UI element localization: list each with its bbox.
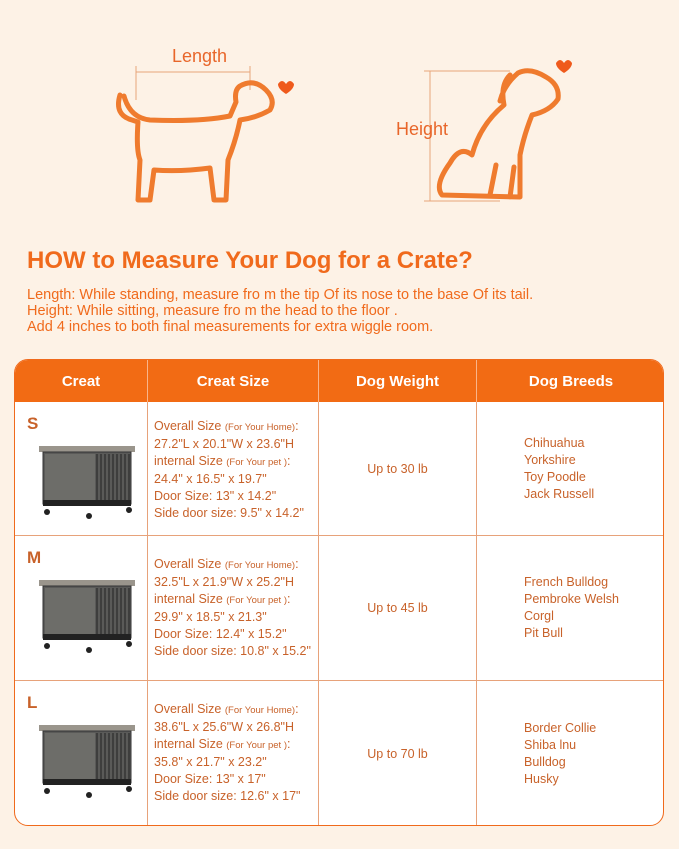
overall-size-value: 27.2"L x 20.1"W x 23.6"H <box>154 437 295 451</box>
dog-breeds-cell <box>477 681 664 826</box>
breed-item: French Bulldog <box>524 575 609 589</box>
breed-item: Corgl <box>524 609 554 623</box>
crate-size-cell <box>15 402 148 536</box>
breed-item: Border Collie <box>524 721 597 735</box>
page-title: HOW to Measure Your Dog for a Crate? <box>27 247 473 274</box>
internal-size-label: internal Size <box>154 737 227 751</box>
breed-item: Shiba lnu <box>524 738 577 752</box>
internal-size-value: 35.8" x 21.7" x 23.2" <box>154 755 267 769</box>
internal-size-label: internal Size <box>154 592 227 606</box>
size-letter: S <box>27 414 39 433</box>
internal-size-note: (For Your pet ) <box>226 740 287 751</box>
breed-item: Chihuahua <box>524 435 585 450</box>
header-creat-size: Creat Size <box>148 360 319 402</box>
size-chart-table <box>14 359 664 826</box>
side-door-size: Side door size: 9.5" x 14.2" <box>154 506 304 520</box>
colon: : <box>287 454 291 468</box>
side-door-size: Side door size: 12.6" x 17" <box>154 789 301 803</box>
colon: : <box>287 737 291 751</box>
overall-size-value: 38.6"L x 25.6"W x 26.8"H <box>154 720 295 734</box>
breed-item: Pit Bull <box>524 626 563 640</box>
dog-breeds-cell <box>477 536 664 681</box>
dog-breeds-cell <box>477 402 664 536</box>
dimensions-cell <box>148 536 319 681</box>
size-letter: M <box>27 548 42 567</box>
dog-weight-cell <box>319 681 477 826</box>
door-size: Door Size: 13" x 17" <box>154 772 266 786</box>
length-label: Length <box>172 46 228 66</box>
side-door-size: Side door size: 10.8" x 15.2" <box>154 644 311 658</box>
crate-image <box>33 576 143 656</box>
overall-size-label: Overall Size <box>154 702 225 716</box>
header-creat: Creat <box>15 360 148 402</box>
colon: : <box>287 592 291 606</box>
overall-size-note: (For Your Home) <box>224 422 296 433</box>
overall-size-note: (For Your Home) <box>224 560 296 571</box>
height-label: Height <box>396 119 449 139</box>
dog-weight: Up to 70 lb <box>367 747 428 761</box>
breed-item: Husky <box>524 772 559 786</box>
dog-weight-cell <box>319 402 477 536</box>
breed-item: Pembroke Welsh <box>524 592 619 606</box>
dimensions-cell <box>148 402 319 536</box>
internal-size-value: 29.9" x 18.5" x 21.3" <box>154 610 267 624</box>
overall-size-note: (For Your Home) <box>224 705 296 716</box>
door-size: Door Size: 12.4" x 15.2" <box>154 627 287 641</box>
size-letter: L <box>27 693 38 712</box>
crate-size-cell <box>15 681 148 826</box>
instruction-length: Length: While standing, measure fro m the tip Of its nose to the base Of its tail. <box>27 287 534 303</box>
dog-weight-cell <box>319 536 477 681</box>
colon: : <box>295 557 299 571</box>
breed-item: Toy Poodle <box>524 469 586 484</box>
instruction-height: Height: While sitting, measure fro m the head to the floor . <box>27 303 398 319</box>
overall-size-value: 32.5"L x 21.9"W x 25.2"H <box>154 575 295 589</box>
dog-weight: Up to 30 lb <box>367 461 428 476</box>
instruction-extra: Add 4 inches to both final measurements for extra wiggle room. <box>27 319 434 335</box>
header-dog-weight: Dog Weight <box>319 360 477 402</box>
breed-item: Yorkshire <box>524 452 576 467</box>
overall-size-label: Overall Size <box>154 557 225 571</box>
crate-image <box>33 442 143 522</box>
crate-image <box>33 721 143 801</box>
internal-size-label: internal Size <box>154 454 227 468</box>
dog-weight: Up to 45 lb <box>367 601 428 615</box>
internal-size-note: (For Your pet ) <box>226 595 287 606</box>
internal-size-note: (For Your pet ) <box>226 457 287 468</box>
door-size: Door Size: 13" x 14.2" <box>154 489 277 503</box>
standing-dog-icon <box>110 60 300 210</box>
colon: : <box>295 702 299 716</box>
colon: : <box>295 419 299 433</box>
breed-item: Jack Russell <box>524 486 595 501</box>
internal-size-value: 24.4" x 16.5" x 19.7" <box>154 472 267 486</box>
crate-size-cell <box>15 536 148 681</box>
breed-item: Bulldog <box>524 755 566 769</box>
overall-size-label: Overall Size <box>154 419 225 433</box>
dimensions-cell <box>148 681 319 826</box>
header-dog-breeds: Dog Breeds <box>477 360 664 402</box>
